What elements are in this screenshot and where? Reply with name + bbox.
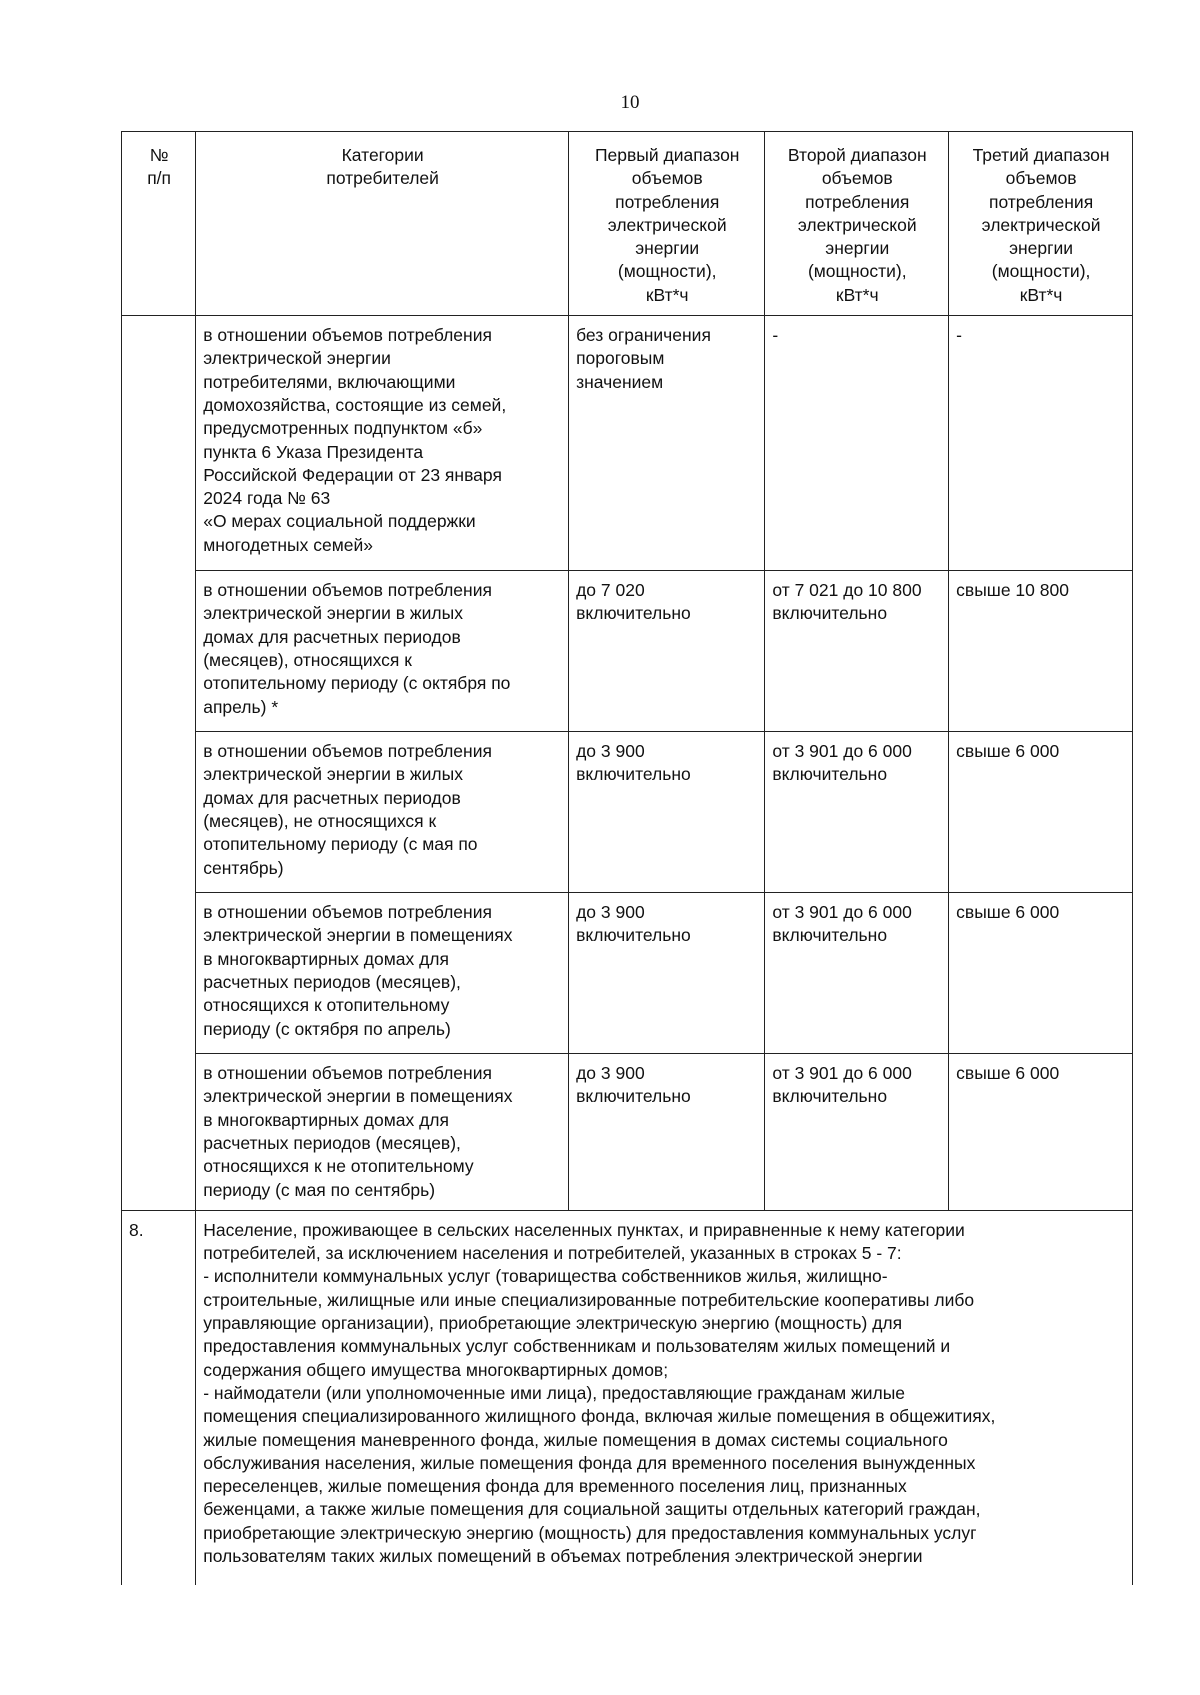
table-row-8 [122, 1210, 1133, 1585]
range3-cell: свыше 6 000 [949, 1054, 1133, 1211]
table-row [122, 571, 1133, 732]
header-range2: Второй диапазон объемов потребления электрической энергии (мощности), кВт*ч [765, 132, 949, 316]
category-cell: в отношении объемов потребления электрической энергии в помещениях в многоквартирных домах для расчетных периодов (месяцев), относящихся к отопительному периоду (с октября по апрель) [196, 893, 569, 1054]
row-8-number: 8. [122, 1210, 196, 1585]
category-cell: в отношении объемов потребления электрической энергии в помещениях в многоквартирных домах для расчетных периодов (месяцев), относящихся к не отопительному периоду (с мая по сентябрь) [196, 1054, 569, 1211]
consumption-ranges-table [121, 131, 1133, 1585]
range3-cell: свыше 6 000 [949, 893, 1133, 1054]
table-row [122, 893, 1133, 1054]
row-8-description: Население, проживающее в сельских населенных пунктах, и приравненные к нему категории потребителей, за исключением населения и потребителей, указанных в строках 5 - 7: - исполнители коммунальных услуг (товарищества собственников жилья, жилищно- строительные, жилищные или иные специализированные потребительские кооперативы либо управляющие организации), приобретающие электрическую энергию (мощность) для предоставления коммунальных услуг собственникам и пользователям жилых помещений и содержания общего имущества многоквартирных домов; - наймодатели (или уполномоченные ими лица), предоставляющие гражданам жилые помещения специализированного жилищного фонда, включая жилые помещения в общежитиях, жилые помещения маневренного фонда, жилые помещения в домах системы социального обслуживания населения, жилые помещения фонда для временного поселения вынужденных переселенцев, жилые помещения фонда для временного поселения лиц, признанных беженцами, а также жилые помещения для социальной защиты отдельных категорий граждан, приобретающие электрическую энергию (мощность) для предоставления коммунальных услуг пользователям таких жилых помещений в объемах потребления электрической энергии [196, 1210, 1133, 1585]
range1-cell: без ограничения пороговым значением [569, 316, 765, 571]
header-category: Категории потребителей [196, 132, 569, 316]
range3-cell: - [949, 316, 1133, 571]
range3-cell: свыше 6 000 [949, 732, 1133, 893]
header-num: № п/п [122, 132, 196, 316]
page-number: 10 [620, 92, 640, 113]
table-row [122, 1054, 1133, 1211]
range2-cell: от 7 021 до 10 800 включительно [765, 571, 949, 732]
header-row [122, 132, 1133, 316]
range1-cell: до 3 900 включительно [569, 1054, 765, 1211]
range2-cell: от 3 901 до 6 000 включительно [765, 1054, 949, 1211]
range1-cell: до 7 020 включительно [569, 571, 765, 732]
table-row [122, 316, 1133, 571]
category-cell: в отношении объемов потребления электрической энергии потребителями, включающими домохозяйства, состоящие из семей, предусмотренных подпунктом «б» пункта 6 Указа Президента Российской Федерации от 23 января 2024 года № 63 «О мерах социальной поддержки многодетных семей» [196, 316, 569, 571]
category-cell: в отношении объемов потребления электрической энергии в жилых домах для расчетных периодов (месяцев), не относящихся к отопительному периоду (с мая по сентябрь) [196, 732, 569, 893]
row-number-cell [122, 316, 196, 1211]
header-range3: Третий диапазон объемов потребления электрической энергии (мощности), кВт*ч [949, 132, 1133, 316]
category-cell: в отношении объемов потребления электрической энергии в жилых домах для расчетных периодов (месяцев), относящихся к отопительному периоду (с октября по апрель) * [196, 571, 569, 732]
range1-cell: до 3 900 включительно [569, 893, 765, 1054]
range3-cell: свыше 10 800 [949, 571, 1133, 732]
range1-cell: до 3 900 включительно [569, 732, 765, 893]
range2-cell: от 3 901 до 6 000 включительно [765, 893, 949, 1054]
range2-cell: от 3 901 до 6 000 включительно [765, 732, 949, 893]
header-range1: Первый диапазон объемов потребления электрической энергии (мощности), кВт*ч [569, 132, 765, 316]
table-row [122, 732, 1133, 893]
range2-cell: - [765, 316, 949, 571]
